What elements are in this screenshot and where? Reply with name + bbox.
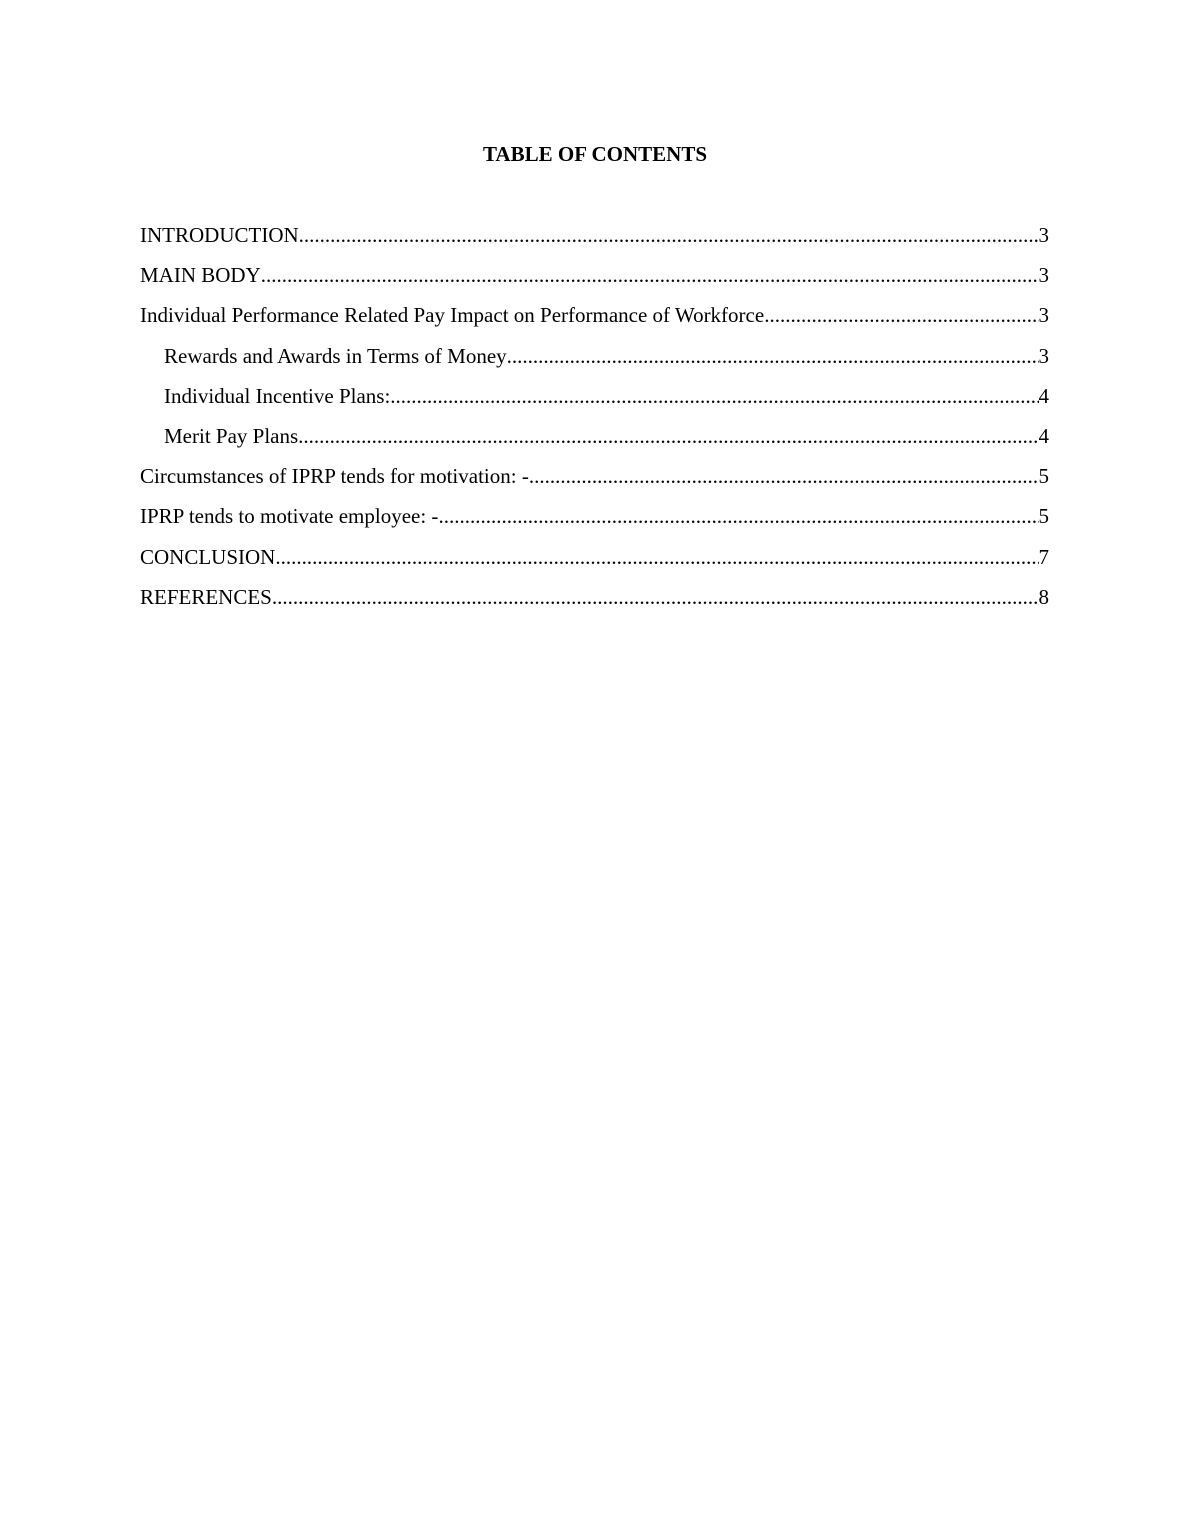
toc-entry-text: Individual Incentive Plans: <box>164 383 391 408</box>
toc-entry-text: CONCLUSION <box>140 544 276 569</box>
toc-entry-iprp-impact[interactable] <box>140 301 1049 341</box>
toc-entry-text: IPRP tends to motivate employee: - <box>140 504 439 529</box>
toc-page-number: 3 <box>1038 303 1049 328</box>
toc-dot-leader <box>438 502 1038 530</box>
toc-entry-text: Rewards and Awards in Terms of Money <box>164 343 507 368</box>
toc-page-number: 7 <box>1038 544 1049 569</box>
toc-entry-merit-pay[interactable] <box>140 422 1049 462</box>
toc-dot-leader <box>764 301 1038 329</box>
toc-entry-text: Merit Pay Plans <box>164 423 299 448</box>
toc-dot-leader <box>275 543 1038 571</box>
toc-page-number: 3 <box>1038 263 1049 288</box>
toc-entry-text: MAIN BODY <box>140 263 261 288</box>
toc-dot-leader <box>299 221 1039 249</box>
toc-entry-references[interactable] <box>140 583 1049 623</box>
toc-dot-leader <box>507 342 1039 370</box>
toc-page-number: 5 <box>1038 464 1049 489</box>
toc-list <box>140 221 1049 623</box>
toc-heading: TABLE OF CONTENTS <box>482 142 708 166</box>
toc-entry-text: INTRODUCTION <box>140 223 299 247</box>
toc-dot-leader <box>272 583 1039 611</box>
toc-entry-motivate-employee[interactable] <box>140 502 1049 542</box>
toc-entry-introduction[interactable] <box>140 221 1049 261</box>
toc-page-number: 3 <box>1038 343 1049 368</box>
toc-page-number: 4 <box>1038 423 1049 448</box>
toc-dot-leader <box>390 382 1038 410</box>
toc-entry-text: REFERENCES <box>140 584 272 609</box>
toc-entry-main-body[interactable] <box>140 261 1049 301</box>
toc-dot-leader <box>529 462 1039 490</box>
toc-entry-conclusion[interactable] <box>140 543 1049 583</box>
toc-entry-incentive-plans[interactable] <box>140 382 1049 422</box>
toc-dot-leader <box>261 261 1039 289</box>
toc-entry-text: Individual Performance Related Pay Impact on Performance of Workforce <box>140 303 765 328</box>
toc-entry-text: Circumstances of IPRP tends for motivation: - <box>140 464 529 489</box>
toc-dot-leader <box>298 422 1038 450</box>
toc-page-number: 8 <box>1038 584 1049 609</box>
toc-page-number: 3 <box>1038 223 1049 247</box>
toc-entry-rewards-awards[interactable] <box>140 342 1049 382</box>
toc-page-number: 4 <box>1038 383 1049 408</box>
toc-entry-circumstances[interactable] <box>140 462 1049 502</box>
toc-page-number: 5 <box>1038 504 1049 529</box>
